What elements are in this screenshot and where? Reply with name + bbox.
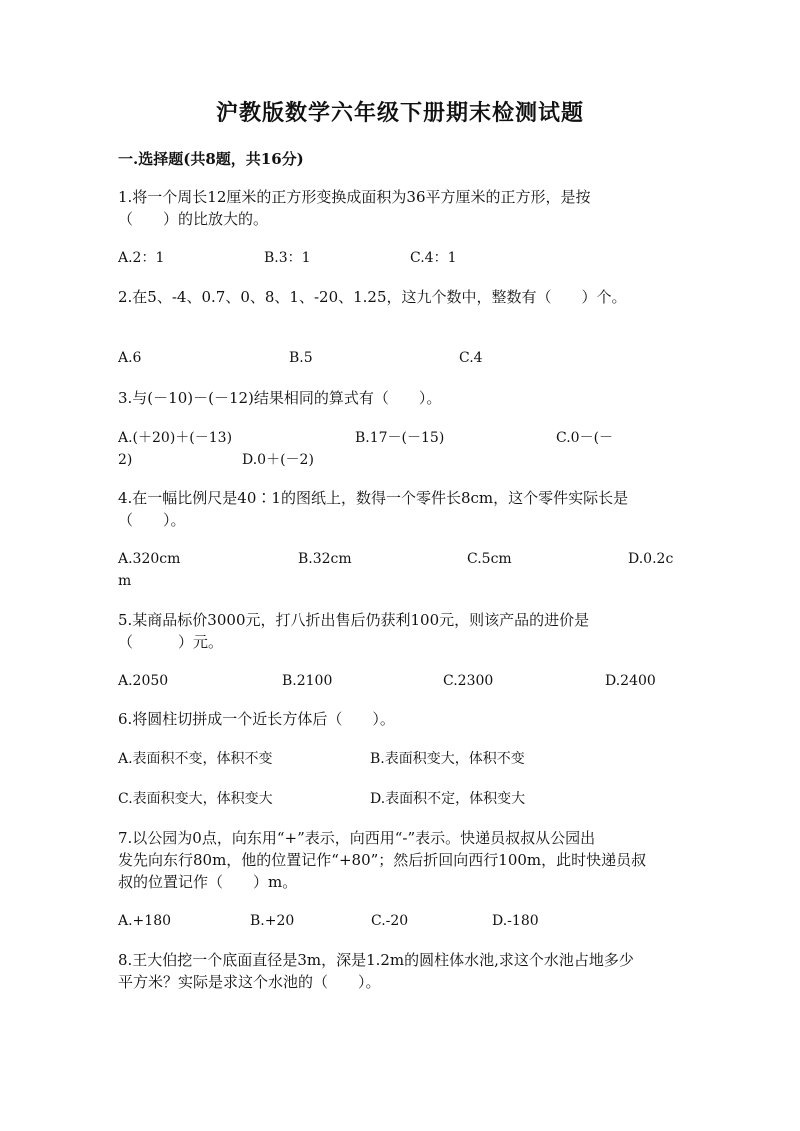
question-text: 1.将一个周长12厘米的正方形变换成面积为36平方厘米的正方形，是按 xyxy=(118,188,591,206)
question-7 xyxy=(118,827,688,893)
question-text: 2.在5、-4、0.7、0、8、1、-20、1.25，这九个数中，整数有（ ）个。 xyxy=(118,288,627,306)
question-text: 6.将圆柱切拼成一个近长方体后（ ）。 xyxy=(118,710,395,728)
question-text: 5.某商品标价3000元，打八折出售后仍获利100元，则该产品的进价是 xyxy=(118,611,590,629)
option-c: C.-20 xyxy=(371,913,409,929)
question-2 xyxy=(118,286,688,308)
question-6 xyxy=(118,708,688,730)
option-c: C.表面积变大，体积变大 xyxy=(118,791,273,807)
option-d: D.表面积不定，体积变大 xyxy=(370,791,526,807)
option-c: C.0－(－ xyxy=(556,430,614,446)
option-d: D.0＋(－2) xyxy=(242,452,314,468)
option-c: C.2300 xyxy=(443,673,494,689)
question-1 xyxy=(118,186,688,230)
question-text: （ ）的比放大的。 xyxy=(118,210,269,228)
option-a: A.表面积不变，体积不变 xyxy=(118,751,273,767)
option-b: B.32cm xyxy=(298,551,352,567)
option-a: A.2050 xyxy=(118,673,169,689)
option-c: C.4 xyxy=(459,350,483,366)
option-d: D.0.2c xyxy=(628,551,674,567)
question-5 xyxy=(118,609,688,653)
option-b: B.表面积变大，体积不变 xyxy=(370,751,525,767)
section-heading: 一.选择题(共8题，共16分) xyxy=(118,150,304,168)
option-d: D.-180 xyxy=(492,913,539,929)
option-a: A.320cm xyxy=(118,551,181,567)
option-d-continued: m xyxy=(118,573,132,589)
question-text: 平方米？实际是求这个水池的（ ）。 xyxy=(118,973,381,991)
option-c-continued: 2) xyxy=(118,452,133,468)
question-text: （ ）。 xyxy=(118,511,186,529)
question-text: 叔的位置记作（ ）m。 xyxy=(118,873,298,891)
question-3 xyxy=(118,387,688,409)
option-b: B.17－(－15) xyxy=(355,430,445,446)
option-b: B.3：1 xyxy=(264,250,311,266)
option-a: A.(＋20)＋(－13) xyxy=(118,430,233,446)
option-d: D.2400 xyxy=(605,673,656,689)
question-text: （ ）元。 xyxy=(118,633,224,651)
option-c: C.5cm xyxy=(467,551,512,567)
option-b: B.5 xyxy=(289,350,313,366)
option-a: A.2：1 xyxy=(118,250,165,266)
question-text: 8.王大伯挖一个底面直径是3m，深是1.2m的圆柱体水池,求这个水池占地多少 xyxy=(118,951,634,969)
option-c: C.4：1 xyxy=(410,250,457,266)
question-text: 7.以公园为0点，向东用“+”表示，向西用“-”表示。快递员叔叔从公园出 xyxy=(118,829,596,847)
option-a: A.6 xyxy=(118,350,142,366)
question-text: 4.在一幅比例尺是40∶1的图纸上，数得一个零件长8cm，这个零件实际长是 xyxy=(118,489,629,507)
option-b: B.+20 xyxy=(250,913,295,929)
option-b: B.2100 xyxy=(282,673,333,689)
question-text: 3.与(－10)－(－12)结果相同的算式有（ ）。 xyxy=(118,389,442,407)
question-text: 发先向东行80m，他的位置记作“+80”；然后折回向西行100m，此时快递员叔 xyxy=(118,851,647,869)
page-title: 沪教版数学六年级下册期末检测试题 xyxy=(215,100,584,126)
question-4 xyxy=(118,487,688,531)
question-8 xyxy=(118,949,688,993)
option-a: A.+180 xyxy=(118,913,172,929)
